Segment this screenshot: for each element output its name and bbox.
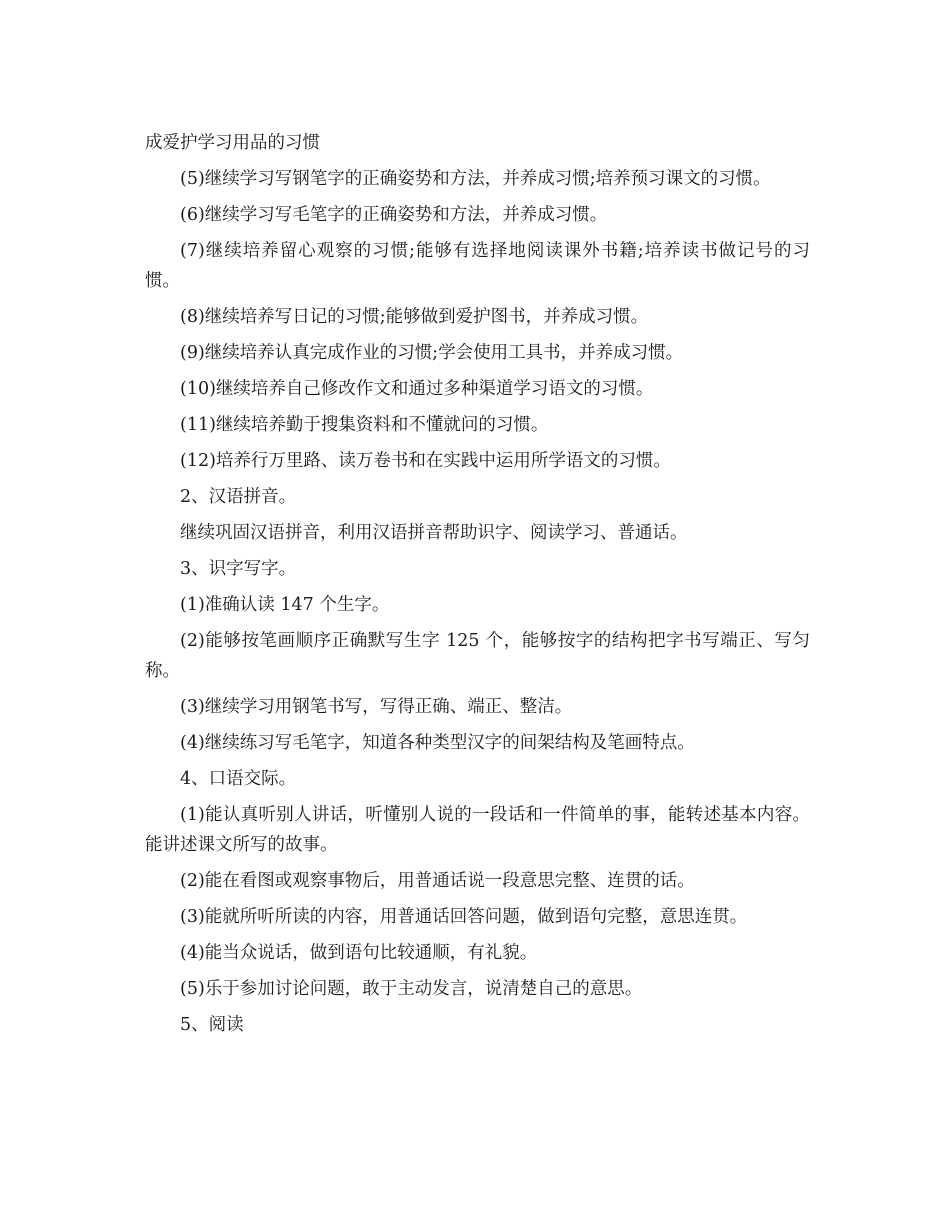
paragraph: 成爱护学习用品的习惯: [145, 133, 320, 153]
paragraph: (8)继续培养写日记的习惯;能够做到爱护图书，并养成习惯。: [180, 307, 649, 327]
paragraph: (1)能认真听别人讲话，听懂别人说的一段话和一件简单的事，能转述基本内容。能讲述课文所写的故事。: [145, 805, 810, 855]
section-heading: 4、口语交际。: [180, 769, 297, 789]
section-heading: 3、识字写字。: [180, 559, 297, 579]
paragraph: 继续巩固汉语拼音，利用汉语拼音帮助识字、阅读学习、普通话。: [180, 523, 688, 543]
paragraph: (5)乐于参加讨论问题，敢于主动发言，说清楚自己的意思。: [180, 979, 643, 999]
paragraph: (10)继续培养自己修改作文和通过多种渠道学习语文的习惯。: [180, 379, 654, 399]
document-body: [145, 128, 810, 1040]
paragraph: (4)能当众说话，做到语句比较通顺，有礼貌。: [180, 943, 538, 963]
paragraph: (2)能够按笔画顺序正确默写生字 125 个，能够按字的结构把字书写端正、写匀称。: [145, 631, 810, 681]
paragraph: (3)继续学习用钢笔书写，写得正确、端正、整洁。: [180, 697, 573, 717]
paragraph: (6)继续学习写毛笔字的正确姿势和方法，并养成习惯。: [180, 205, 608, 225]
paragraph: (12)培养行万里路、读万卷书和在实践中运用所学语文的习惯。: [180, 451, 671, 471]
paragraph: (11)继续培养勤于搜集资料和不懂就问的习惯。: [180, 415, 549, 435]
paragraph: (1)准确认读 147 个生字。: [180, 595, 390, 615]
paragraph: (7)继续培养留心观察的习惯;能够有选择地阅读课外书籍;培养读书做记号的习惯。: [145, 241, 810, 291]
section-heading: 5、阅读: [180, 1015, 244, 1035]
paragraph: (5)继续学习写钢笔字的正确姿势和方法，并养成习惯;培养预习课文的习惯。: [180, 169, 771, 189]
paragraph: (2)能在看图或观察事物后，用普通话说一段意思完整、连贯的话。: [180, 871, 695, 891]
paragraph: (4)继续练习写毛笔字，知道各种类型汉字的间架结构及笔画特点。: [180, 733, 695, 753]
section-heading: 2、汉语拼音。: [180, 487, 297, 507]
paragraph: (9)继续培养认真完成作业的习惯;学会使用工具书，并养成习惯。: [180, 343, 684, 363]
paragraph: (3)能就所听所读的内容，用普通话回答问题，做到语句完整，意思连贯。: [180, 907, 748, 927]
